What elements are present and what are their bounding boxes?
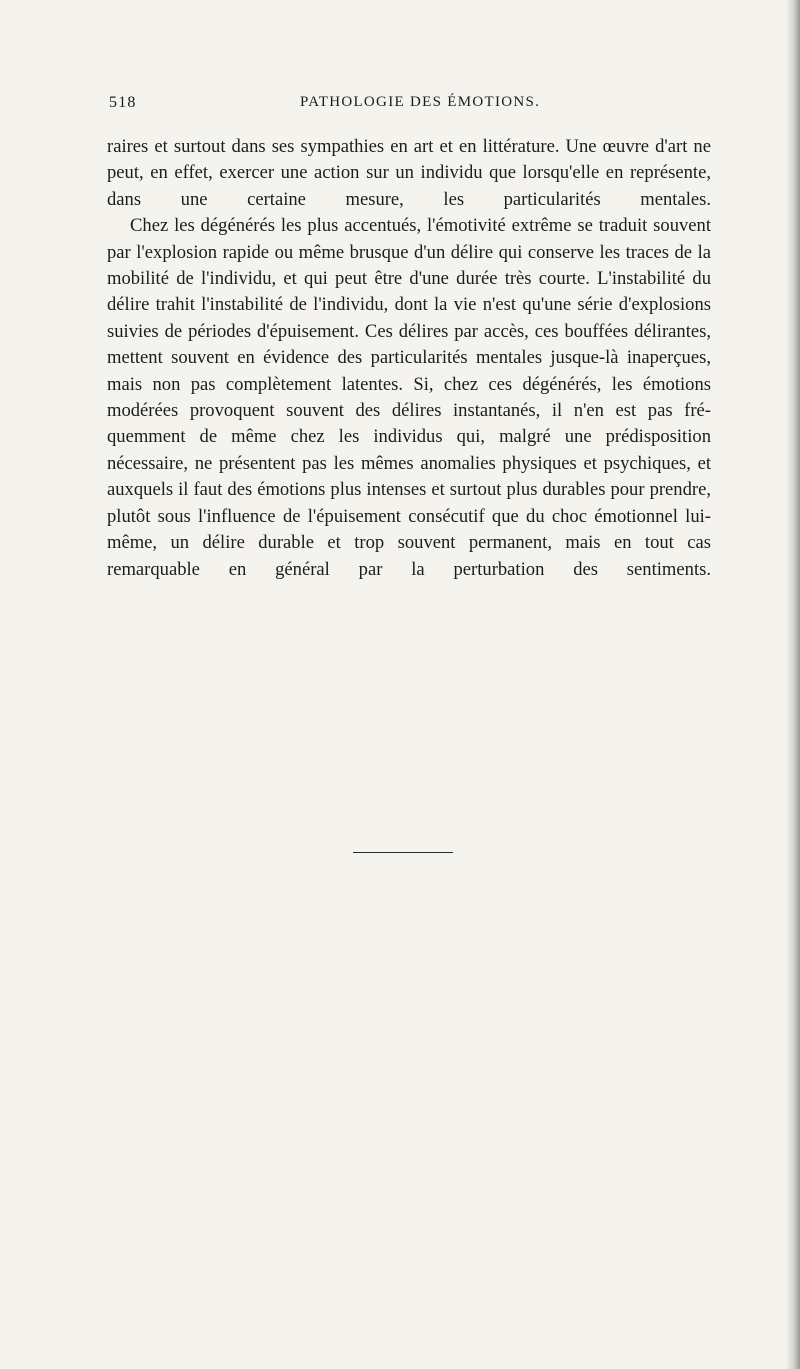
body-text bbox=[107, 134, 711, 583]
end-rule bbox=[353, 852, 453, 853]
paragraph: Chez les dégénérés les plus accentués, l'émotivité extrême se traduit souvent par l'explosion rapide ou même brusque d'un délire qui conserve les traces de la mobilité de l'individu, et qui peut être d'une durée très courte. L'instabilité du délire trahit l'instabilité de l'individu, dont la vie n'est qu'une série d'explosions suivies de périodes d'épuisement. Ces délires par accès, ces bouffées délirantes, mettent souvent en évidence des particularités mentales jusque-là inaperçues, mais non pas complètement latentes. Si, chez ces dégénérés, les émotions modérées provoquent souvent des délires instantanés, il n'en est pas fréquemment de même chez les individus qui, malgré une prédisposition nécessaire, ne présentent pas les mêmes anomalies physiques et psychiques, et auxquels il faut des émotions plus intenses et surtout plus durables pour prendre, plutôt sous l'influence de l'épuisement consécutif que du choc émotionnel lui-même, un délire durable et trop souvent permanent, mais en tout cas remarquable en général par la perturbation des sentiments. bbox=[107, 215, 711, 580]
page-number: 518 bbox=[109, 94, 137, 111]
running-title: PATHOLOGIE DES ÉMOTIONS. bbox=[300, 94, 541, 110]
running-head bbox=[109, 94, 709, 118]
page-edge-shadow bbox=[786, 0, 800, 1369]
paragraph-continued: raires et surtout dans ses sympathies en art et en littérature. Une œuvre d'art ne peut, en effet, exercer une action sur un individu que lorsqu'elle en représente, dans une certaine mesure, les particularités mentales. bbox=[107, 136, 711, 210]
